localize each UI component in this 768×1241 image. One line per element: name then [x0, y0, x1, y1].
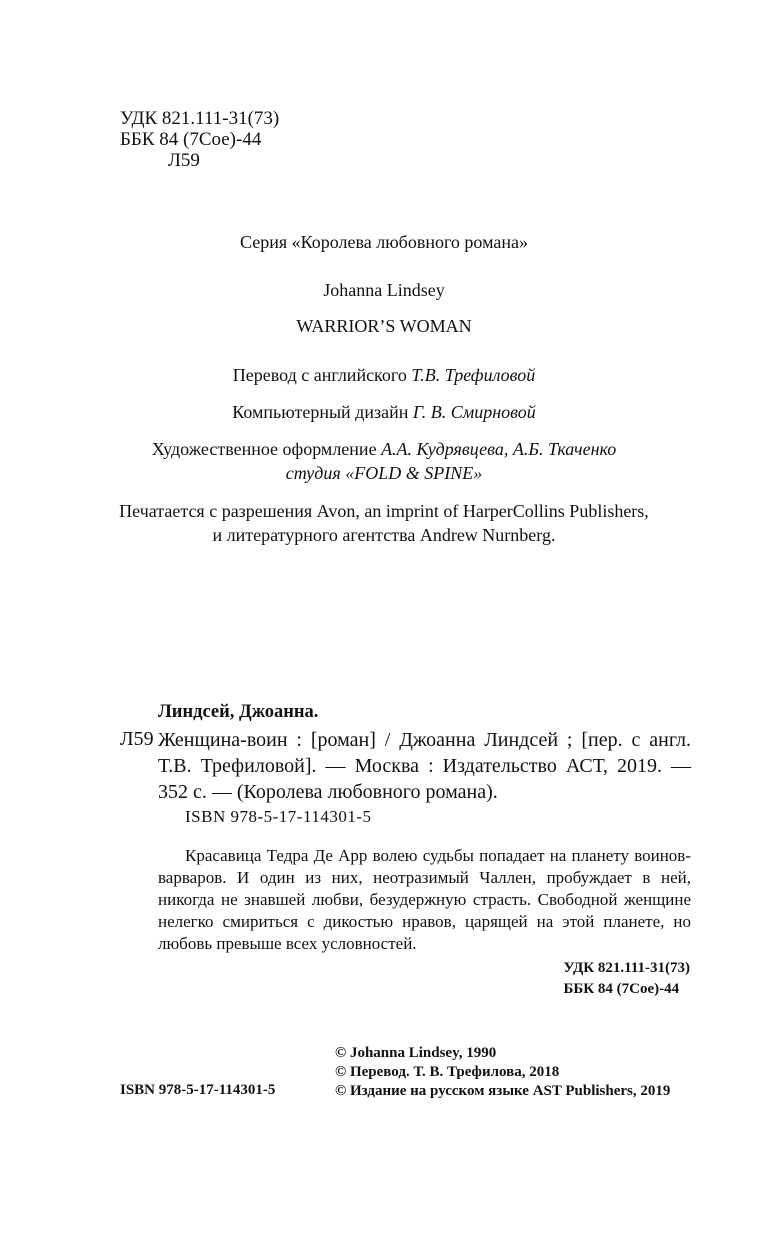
- catalog-description: Женщина-воин : [роман] / Джоанна Линдсей ; [пер. с англ. Т.В. Трефиловой]. — Москва : Издательство АСТ, 2019. — 352 с. — (Королева любовного романа).: [158, 729, 691, 803]
- art-credit: [0, 437, 768, 461]
- original-title: WARRIOR’S WOMAN: [296, 316, 472, 336]
- translator-name: Т.В. Трефиловой: [411, 365, 536, 385]
- copyright-line: © Издание на русском языке AST Publishers, 2019: [335, 1083, 671, 1099]
- catalog-isbn: ISBN 978-5-17-114301-5: [185, 807, 372, 826]
- permission-line-1: Печатается с разрешения Avon, an imprint of HarperCollins Publishers,: [119, 501, 649, 521]
- bib-bbk: ББК 84 (7Сое)-44: [563, 981, 680, 997]
- series-line: Серия «Королева любовного романа»: [240, 232, 528, 252]
- original-author: Johanna Lindsey: [323, 280, 445, 300]
- catalog-code: Л59: [120, 728, 154, 750]
- design-credit: [0, 400, 768, 424]
- designer-name: Г. В. Смирновой: [412, 402, 536, 422]
- author-mark: Л59: [168, 150, 200, 171]
- bib-udk: УДК 821.111-31(73): [563, 960, 690, 976]
- translation-credit: [0, 363, 768, 387]
- bibliographic-codes: [563, 958, 690, 1000]
- artist-names: А.А. Кудрявцева, А.Б. Ткаченко: [381, 439, 617, 459]
- studio-name: студия «FOLD & SPINE»: [285, 463, 483, 483]
- copyright-line: © Johanna Lindsey, 1990: [335, 1045, 497, 1061]
- translation-label: Перевод с английского: [232, 365, 407, 385]
- catalog-author: Линдсей, Джоанна.: [158, 702, 319, 722]
- copyright-line: © Перевод. Т. В. Трефилова, 2018: [335, 1064, 560, 1080]
- art-label: Художественное оформление: [151, 439, 377, 459]
- udk-code: УДК 821.111-31(73): [120, 108, 280, 129]
- art-studio: [0, 461, 768, 485]
- design-label: Компьютерный дизайн: [232, 402, 409, 422]
- isbn-bottom: ISBN 978-5-17-114301-5: [120, 1082, 276, 1098]
- classification-codes: [120, 108, 279, 171]
- annotation: Красавица Тедра Де Арр волею судьбы попадает на планету воинов-варваров. И один из них, неотразимый Чаллен, пробуждает в ней, никогда не знавшей любви, безудержную страсть. Свободной женщине нелегко смириться с дикостью нравов, царящей на этой планете, но любовь превыше всех условностей.: [158, 846, 691, 953]
- bbk-code: ББК 84 (7Сое)-44: [120, 129, 262, 150]
- permission-line-2: и литературного агентства Andrew Nurnberg.: [212, 525, 556, 545]
- copyright-block: [335, 1044, 670, 1101]
